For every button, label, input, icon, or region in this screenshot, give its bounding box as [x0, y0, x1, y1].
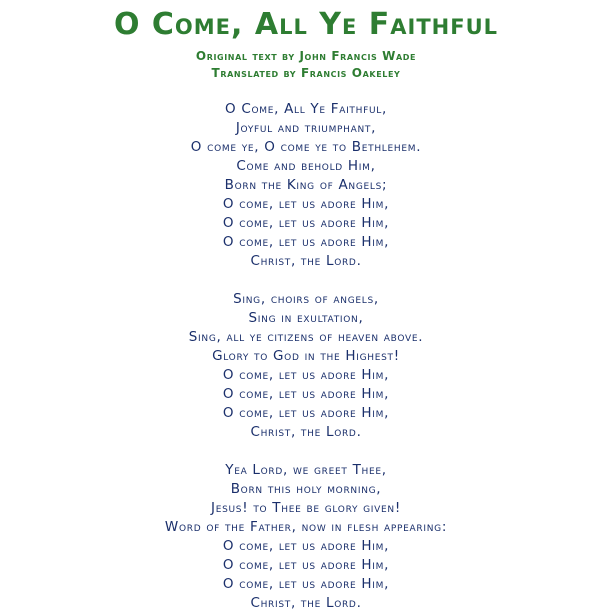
lyric-line: O come, let us adore Him,	[222, 557, 390, 573]
lyric-line: Christ, the Lord.	[250, 424, 362, 440]
page-title: O Come, All Ye Faithful	[113, 7, 499, 42]
credit-translation: Translated by Francis Oakeley	[211, 66, 401, 80]
lyric-line: Joyful and triumphant,	[235, 120, 377, 136]
lyric-line: O come, let us adore Him,	[222, 386, 390, 402]
lyric-line: O come, let us adore Him,	[222, 215, 390, 231]
lyric-line: Christ, the Lord.	[250, 595, 362, 611]
lyric-line: O come, let us adore Him,	[222, 234, 390, 250]
lyric-line: Sing, choirs of angels,	[233, 291, 379, 307]
lyric-line: O Come, All Ye Faithful,	[225, 101, 387, 117]
lyrics	[0, 100, 612, 613]
lyric-line: O come, let us adore Him,	[222, 367, 390, 383]
lyric-line: O come, let us adore Him,	[222, 538, 390, 554]
lyric-line: Born this holy morning,	[230, 481, 382, 497]
credits	[0, 48, 612, 82]
verse-1	[0, 100, 612, 271]
lyric-line: O come, let us adore Him,	[222, 576, 390, 592]
lyric-line: Glory to God in the Highest!	[212, 348, 400, 364]
lyric-line: Born the King of Angels;	[224, 177, 388, 193]
lyric-line: Yea Lord, we greet Thee,	[225, 462, 387, 478]
lyric-line: O come, let us adore Him,	[222, 196, 390, 212]
lyric-line: Come and behold Him,	[236, 158, 376, 174]
lyric-line: Jesus! to Thee be glory given!	[211, 500, 401, 516]
lyric-line: O come, let us adore Him,	[222, 405, 390, 421]
lyric-line: Sing in exultation,	[248, 310, 364, 326]
lyric-line: Christ, the Lord.	[250, 253, 362, 269]
lyric-line: O come ye, O come ye to Bethlehem.	[190, 139, 422, 155]
lyric-line: Sing, all ye citizens of heaven above.	[188, 329, 424, 345]
lyric-line: Word of the Father, now in flesh appearing:	[164, 519, 448, 535]
credit-original-text: Original text by John Francis Wade	[195, 49, 417, 63]
verse-2	[0, 290, 612, 442]
verse-3	[0, 461, 612, 613]
